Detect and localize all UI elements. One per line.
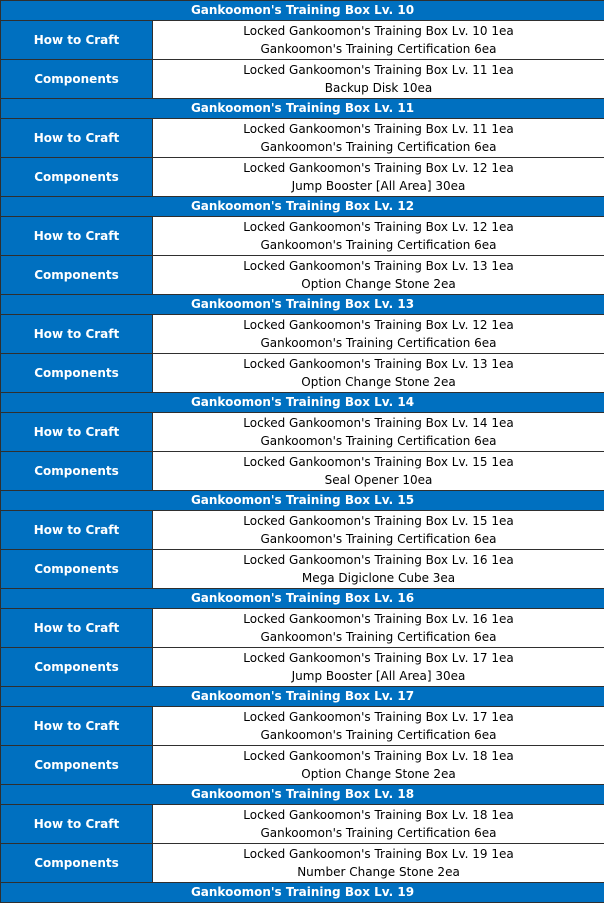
how-to-craft-label: How to Craft: [1, 413, 153, 452]
section-title-row: [1, 883, 604, 903]
components-row: [1, 648, 604, 687]
components-label: Components: [1, 648, 153, 687]
section-title: Gankoomon's Training Box Lv. 19: [1, 883, 604, 903]
components-label: Components: [1, 550, 153, 589]
recipe-line: Gankoomon's Training Certification 6ea: [260, 728, 497, 742]
component-line: Option Change Stone 2ea: [301, 767, 456, 781]
recipe-line: Gankoomon's Training Certification 6ea: [260, 140, 497, 154]
components-value: [153, 256, 604, 295]
components-label: Components: [1, 452, 153, 491]
section-title-row: [1, 785, 604, 805]
components-label: Components: [1, 844, 153, 883]
how-to-craft-value: [153, 119, 604, 158]
how-to-craft-value: [153, 217, 604, 256]
recipe-line: Gankoomon's Training Certification 6ea: [260, 336, 497, 350]
recipe-line: Locked Gankoomon's Training Box Lv. 11 1ea: [243, 122, 514, 136]
section-title-row: [1, 393, 604, 413]
components-label: Components: [1, 60, 153, 99]
section-title-row: [1, 1, 604, 21]
how-to-craft-row: [1, 805, 604, 844]
how-to-craft-row: [1, 119, 604, 158]
recipe-line: Locked Gankoomon's Training Box Lv. 14 1ea: [243, 416, 514, 430]
crafting-table-body: [1, 1, 604, 903]
components-label: Components: [1, 256, 153, 295]
section-title: Gankoomon's Training Box Lv. 15: [1, 491, 604, 511]
section-title: Gankoomon's Training Box Lv. 10: [1, 1, 604, 21]
component-line: Number Change Stone 2ea: [297, 865, 460, 879]
components-value: [153, 354, 604, 393]
how-to-craft-row: [1, 217, 604, 256]
components-value: [153, 746, 604, 785]
components-label: Components: [1, 746, 153, 785]
how-to-craft-label: How to Craft: [1, 217, 153, 256]
components-label: Components: [1, 158, 153, 197]
component-line: Jump Booster [All Area] 30ea: [291, 179, 466, 193]
recipe-line: Gankoomon's Training Certification 6ea: [260, 630, 497, 644]
how-to-craft-label: How to Craft: [1, 511, 153, 550]
how-to-craft-label: How to Craft: [1, 21, 153, 60]
section-title-row: [1, 99, 604, 119]
section-title-row: [1, 491, 604, 511]
recipe-line: Locked Gankoomon's Training Box Lv. 12 1ea: [243, 318, 514, 332]
how-to-craft-value: [153, 21, 604, 60]
how-to-craft-row: [1, 707, 604, 746]
recipe-line: Locked Gankoomon's Training Box Lv. 12 1ea: [243, 220, 514, 234]
recipe-line: Gankoomon's Training Certification 6ea: [260, 238, 497, 252]
how-to-craft-value: [153, 511, 604, 550]
section-title: Gankoomon's Training Box Lv. 14: [1, 393, 604, 413]
recipe-line: Locked Gankoomon's Training Box Lv. 10 1ea: [243, 24, 514, 38]
how-to-craft-row: [1, 413, 604, 452]
component-line: Seal Opener 10ea: [324, 473, 433, 487]
recipe-line: Locked Gankoomon's Training Box Lv. 17 1ea: [243, 710, 514, 724]
component-line: Locked Gankoomon's Training Box Lv. 19 1ea: [243, 847, 514, 861]
section-title-row: [1, 295, 604, 315]
how-to-craft-row: [1, 21, 604, 60]
component-line: Locked Gankoomon's Training Box Lv. 11 1ea: [243, 63, 514, 77]
component-line: Backup Disk 10ea: [324, 81, 433, 95]
components-row: [1, 158, 604, 197]
component-line: Locked Gankoomon's Training Box Lv. 15 1ea: [243, 455, 514, 469]
how-to-craft-label: How to Craft: [1, 707, 153, 746]
components-value: [153, 158, 604, 197]
recipe-line: Gankoomon's Training Certification 6ea: [260, 42, 497, 56]
how-to-craft-row: [1, 315, 604, 354]
component-line: Locked Gankoomon's Training Box Lv. 16 1ea: [243, 553, 514, 567]
component-line: Locked Gankoomon's Training Box Lv. 13 1ea: [243, 357, 514, 371]
components-value: [153, 550, 604, 589]
component-line: Locked Gankoomon's Training Box Lv. 13 1ea: [243, 259, 514, 273]
how-to-craft-label: How to Craft: [1, 315, 153, 354]
recipe-line: Locked Gankoomon's Training Box Lv. 15 1ea: [243, 514, 514, 528]
section-title-row: [1, 589, 604, 609]
recipe-line: Gankoomon's Training Certification 6ea: [260, 826, 497, 840]
components-label: Components: [1, 354, 153, 393]
component-line: Locked Gankoomon's Training Box Lv. 17 1ea: [243, 651, 514, 665]
component-line: Option Change Stone 2ea: [301, 375, 456, 389]
components-row: [1, 354, 604, 393]
components-row: [1, 452, 604, 491]
section-title: Gankoomon's Training Box Lv. 17: [1, 687, 604, 707]
recipe-line: Gankoomon's Training Certification 6ea: [260, 434, 497, 448]
component-line: Jump Booster [All Area] 30ea: [291, 669, 466, 683]
how-to-craft-value: [153, 315, 604, 354]
components-row: [1, 746, 604, 785]
components-value: [153, 844, 604, 883]
components-value: [153, 60, 604, 99]
how-to-craft-row: [1, 609, 604, 648]
components-row: [1, 844, 604, 883]
section-title: Gankoomon's Training Box Lv. 16: [1, 589, 604, 609]
how-to-craft-value: [153, 413, 604, 452]
recipe-line: Gankoomon's Training Certification 6ea: [260, 532, 497, 546]
components-row: [1, 256, 604, 295]
how-to-craft-label: How to Craft: [1, 805, 153, 844]
how-to-craft-row: [1, 511, 604, 550]
how-to-craft-value: [153, 609, 604, 648]
section-title-row: [1, 687, 604, 707]
section-title: Gankoomon's Training Box Lv. 11: [1, 99, 604, 119]
how-to-craft-label: How to Craft: [1, 609, 153, 648]
components-row: [1, 550, 604, 589]
component-line: Locked Gankoomon's Training Box Lv. 18 1ea: [243, 749, 514, 763]
how-to-craft-value: [153, 707, 604, 746]
component-line: Option Change Stone 2ea: [301, 277, 456, 291]
section-title: Gankoomon's Training Box Lv. 12: [1, 197, 604, 217]
component-line: Mega Digiclone Cube 3ea: [301, 571, 456, 585]
component-line: Locked Gankoomon's Training Box Lv. 12 1ea: [243, 161, 514, 175]
how-to-craft-value: [153, 805, 604, 844]
recipe-line: Locked Gankoomon's Training Box Lv. 18 1ea: [243, 808, 514, 822]
components-value: [153, 452, 604, 491]
components-value: [153, 648, 604, 687]
section-title: Gankoomon's Training Box Lv. 18: [1, 785, 604, 805]
how-to-craft-label: How to Craft: [1, 119, 153, 158]
section-title-row: [1, 197, 604, 217]
components-row: [1, 60, 604, 99]
recipe-line: Locked Gankoomon's Training Box Lv. 16 1ea: [243, 612, 514, 626]
section-title: Gankoomon's Training Box Lv. 13: [1, 295, 604, 315]
